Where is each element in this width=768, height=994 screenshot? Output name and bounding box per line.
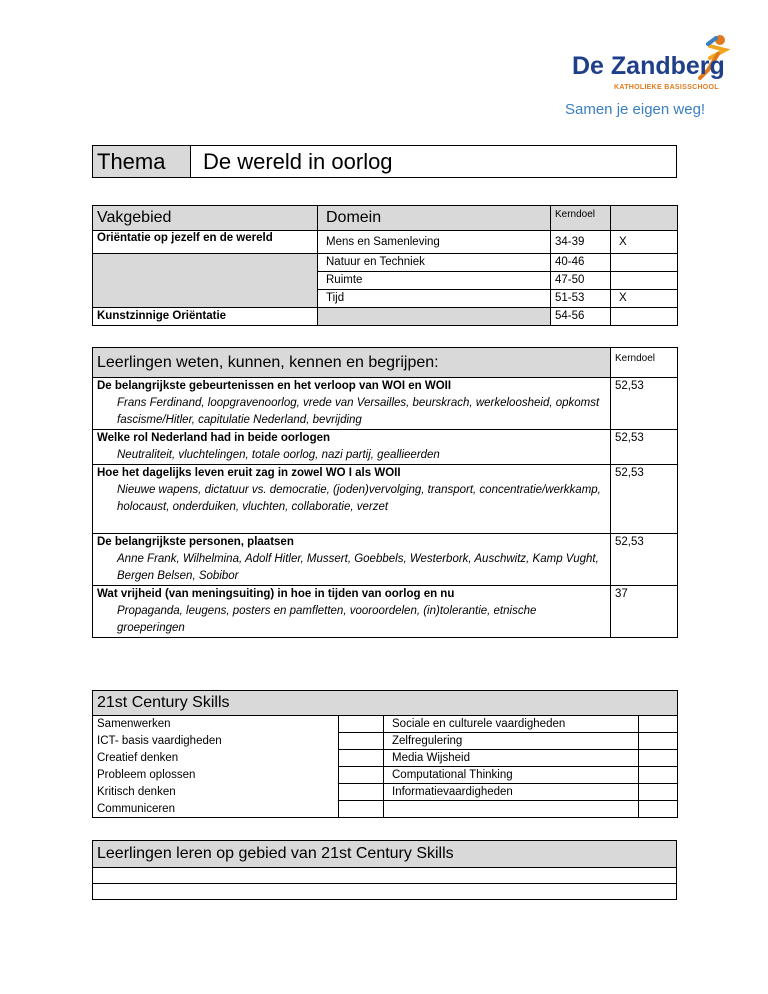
domain-kerndoel: 51-53 — [551, 290, 611, 308]
thema-value: De wereld in oorlog — [191, 146, 677, 178]
domain-item — [318, 308, 551, 326]
item-title: Welke rol Nederland had in beide oorlogen — [97, 432, 331, 444]
domain-mark: X — [611, 231, 678, 254]
leerlingen-row — [93, 465, 678, 534]
vakgebied-header: Vakgebied — [93, 206, 318, 231]
learn-table — [92, 840, 677, 900]
kerndoel-header: Kerndoel — [551, 206, 611, 231]
leerlingen-row — [93, 430, 678, 465]
item-detail: Anne Frank, Wilhelmina, Adolf Hitler, Mussert, Goebbels, Westerbork, Auschwitz, Kamp Vught, Bergen Belsen, Sobibor — [117, 553, 599, 582]
leerlingen-row — [93, 378, 678, 430]
item-title: Hoe het dagelijks leven eruit zag in zowel WO I als WOII — [97, 467, 401, 479]
item-kerndoel: 37 — [611, 586, 678, 638]
item-detail: Propaganda, leugens, posters en pamfletten, vooroordelen, (in)tolerantie, etnische groeperingen — [117, 605, 537, 634]
skill-left: Communiceren — [93, 801, 339, 818]
item-kerndoel: 52,53 — [611, 534, 678, 586]
item-detail: Frans Ferdinand, loopgravenoorlog, vrede van Versailles, beurskrach, werkeloosheid, opkomst fascisme/Hitler, capitulatie Nederland, bevrijding — [117, 397, 600, 426]
vakgebied-kunst: Kunstzinnige Oriëntatie — [93, 308, 318, 326]
domain-item: Mens en Samenleving — [318, 231, 551, 254]
domain-mark — [611, 254, 678, 272]
skill-left-check — [339, 733, 384, 750]
domain-mark: X — [611, 290, 678, 308]
domain-item: Natuur en Techniek — [318, 254, 551, 272]
skill-left: Samenwerken — [93, 716, 339, 733]
domain-item: Ruimte — [318, 272, 551, 290]
logo-slogan: Samen je eigen weg! — [565, 101, 706, 118]
skill-right: Informatievaardigheden — [384, 784, 639, 801]
skill-left-check — [339, 784, 384, 801]
thema-label: Thema — [93, 146, 191, 178]
skill-right: Media Wijsheid — [384, 750, 639, 767]
skill-left-check — [339, 750, 384, 767]
item-title: Wat vrijheid (van meningsuiting) in hoe in tijden van oorlog en nu — [97, 588, 455, 600]
skill-left-check — [339, 801, 384, 818]
skill-right-check — [639, 784, 678, 801]
skill-right: Zelfregulering — [384, 733, 639, 750]
domain-kerndoel: 47-50 — [551, 272, 611, 290]
skill-right: Computational Thinking — [384, 767, 639, 784]
item-title: De belangrijkste gebeurtenissen en het verloop van WOI en WOII — [97, 380, 452, 392]
skill-right — [384, 801, 639, 818]
item-kerndoel: 52,53 — [611, 430, 678, 465]
skill-right-check — [639, 767, 678, 784]
logo-subtitle: KATHOLIEKE BASISSCHOOL — [614, 84, 719, 91]
skill-left: Probleem oplossen — [93, 767, 339, 784]
skill-right-check — [639, 801, 678, 818]
item-kerndoel: 52,53 — [611, 378, 678, 430]
vakgebied-orientatie: Oriëntatie op jezelf en de wereld — [93, 231, 318, 254]
domain-mark — [611, 272, 678, 290]
learn-header: Leerlingen leren op gebied van 21st Century Skills — [93, 841, 677, 868]
skills-header: 21st Century Skills — [93, 691, 678, 716]
leerlingen-row — [93, 586, 678, 638]
learn-row — [93, 884, 677, 900]
skills-table — [92, 690, 678, 818]
domain-kerndoel: 54-56 — [551, 308, 611, 326]
skill-left: Creatief denken — [93, 750, 339, 767]
learn-row — [93, 868, 677, 884]
item-detail: Neutraliteit, vluchtelingen, totale oorlog, nazi partij, geallieerden — [117, 449, 440, 461]
skill-right-check — [639, 716, 678, 733]
vakgebied-table — [92, 205, 678, 326]
skill-left: ICT- basis vaardigheden — [93, 733, 339, 750]
leerlingen-row — [93, 534, 678, 586]
skill-left-check — [339, 767, 384, 784]
domain-mark — [611, 308, 678, 326]
skill-right-check — [639, 733, 678, 750]
skill-left: Kritisch denken — [93, 784, 339, 801]
leerlingen-table — [92, 347, 678, 638]
domain-kerndoel: 34-39 — [551, 231, 611, 254]
domain-item: Tijd — [318, 290, 551, 308]
domein-header: Domein — [318, 206, 551, 231]
item-kerndoel: 52,53 — [611, 465, 678, 534]
vakgebied-empty — [93, 254, 318, 308]
skill-left-check — [339, 716, 384, 733]
item-detail: Nieuwe wapens, dictatuur vs. democratie, (joden)vervolging, transport, concentratie/werkkamp, holocaust, onderduiken, vluchten, collaboratie, verzet — [117, 484, 601, 513]
skill-right-check — [639, 750, 678, 767]
x-header — [611, 206, 678, 231]
leerlingen-header: Leerlingen weten, kunnen, kennen en begrijpen: — [93, 348, 611, 378]
logo-name: De Zandberg — [572, 52, 725, 80]
skill-right: Sociale en culturele vaardigheden — [384, 716, 639, 733]
domain-kerndoel: 40-46 — [551, 254, 611, 272]
item-title: De belangrijkste personen, plaatsen — [97, 536, 294, 548]
thema-table — [92, 145, 677, 178]
leerlingen-kerndoel-header: Kerndoel — [611, 348, 678, 378]
